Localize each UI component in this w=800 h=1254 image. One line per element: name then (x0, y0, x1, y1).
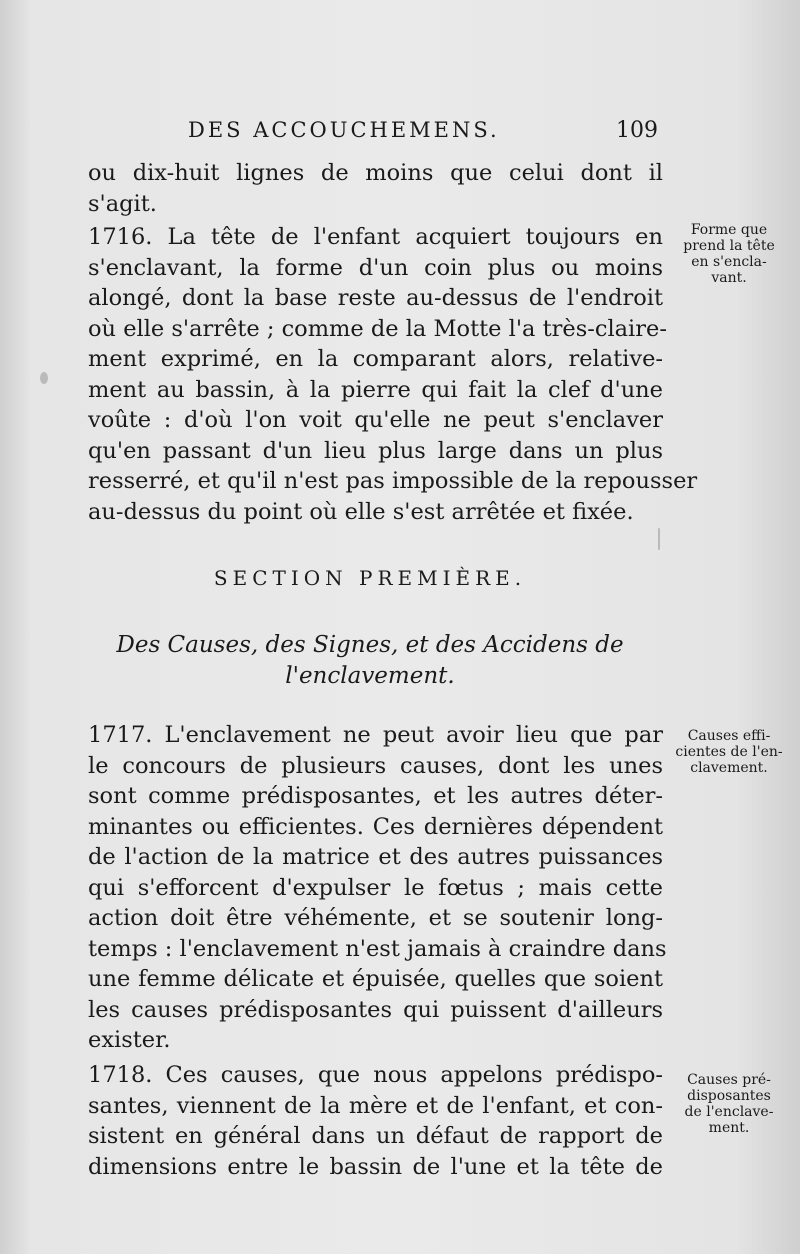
text-line: ou dix-huit lignes de moins que celui dont il (88, 160, 663, 186)
margin-note-line: de l'enclave- (684, 1104, 774, 1120)
text-line: temps : l'enclavement n'est jamais à craindre dans (88, 935, 667, 962)
text-line: sistent en général dans un défaut de rapport de (88, 1123, 663, 1149)
text-line: 1717. L'enclavement ne peut avoir lieu que par (88, 722, 663, 748)
text-line: les causes prédisposantes qui puissent d'ailleurs (88, 996, 663, 1023)
ink-speck (40, 372, 48, 384)
text-line: s'enclavant, la forme d'un coin plus ou moins (88, 254, 663, 281)
paragraph-1718 (88, 1060, 663, 1182)
paragraph-continuation (88, 158, 663, 219)
text-line: 1716. La tête de l'enfant acquiert toujours en (88, 224, 663, 250)
margin-note-line: vant. (711, 270, 747, 286)
margin-note-line: ment. (708, 1120, 750, 1136)
text-line: 1718. Ces causes, que nous appelons prédispo- (88, 1062, 663, 1088)
subtitle-line: l'enclavement. (285, 663, 455, 689)
running-title: DES ACCOUCHEMENS. (188, 118, 500, 142)
paragraph-1717 (88, 720, 667, 1056)
margin-note-line: disposantes (687, 1088, 771, 1104)
page-number: 109 (616, 118, 658, 143)
subtitle-line: Des Causes, des Signes, et des Accidens de (116, 632, 624, 658)
text-line: santes, viennent de la mère et de l'enfant, et con- (88, 1092, 663, 1119)
text-line: exister. (88, 1027, 171, 1053)
running-header (188, 118, 658, 143)
text-line: de l'action de la matrice et des autres puissances (88, 844, 663, 870)
text-line: ment au bassin, à la pierre qui fait la clef d'une (88, 376, 663, 403)
text-line: qui s'efforcent d'expulser le fœtus ; mais cette (88, 874, 663, 901)
text-line: sont comme prédisposantes, et les autres déter- (88, 783, 663, 809)
ink-mark (658, 528, 660, 550)
margin-note-line: prend la tête (683, 238, 775, 254)
text-line: alongé, dont la base reste au-dessus de l'endroit (88, 285, 663, 311)
margin-note-line: en s'encla- (691, 254, 767, 270)
section-subtitle (100, 630, 640, 692)
margin-note-line: Forme que (690, 222, 768, 238)
section-title: SECTION PREMIÈRE. (213, 566, 527, 590)
text-line: s'agit. (88, 190, 157, 217)
text-line: voûte : d'où l'on voit qu'elle ne peut s'enclaver (88, 407, 663, 433)
paragraph-1716 (88, 222, 698, 527)
margin-note-causes-predisposantes (664, 1072, 794, 1136)
text-line: une femme délicate et épuisée, quelles que soient (88, 966, 663, 992)
text-line: ment exprimé, en la comparant alors, relative- (88, 346, 663, 372)
text-line: le concours de plusieurs causes, dont les unes (88, 752, 663, 779)
margin-note-line: clavement. (690, 760, 768, 776)
text-line: dimensions entre le bassin de l'une et la tête de (88, 1153, 663, 1180)
margin-note-forme (664, 222, 794, 286)
text-line: minantes ou efficientes. Ces dernières dépendent (88, 813, 663, 840)
text-line: au-dessus du point où elle s'est arrêtée et fixée. (88, 498, 634, 525)
text-line: resserré, et qu'il n'est pas impossible de la repousser (88, 468, 698, 494)
margin-note-line: Causes pré- (687, 1072, 771, 1088)
margin-note-causes-efficientes (664, 728, 794, 776)
text-line: qu'en passant d'un lieu plus large dans un plus (88, 437, 663, 464)
text-line: où elle s'arrête ; comme de la Motte l'a très-claire- (88, 315, 667, 342)
text-line: action doit être véhémente, et se soutenir long- (88, 905, 663, 931)
margin-note-line: cientes de l'en- (675, 744, 783, 760)
margin-note-line: Causes effi- (687, 728, 771, 744)
